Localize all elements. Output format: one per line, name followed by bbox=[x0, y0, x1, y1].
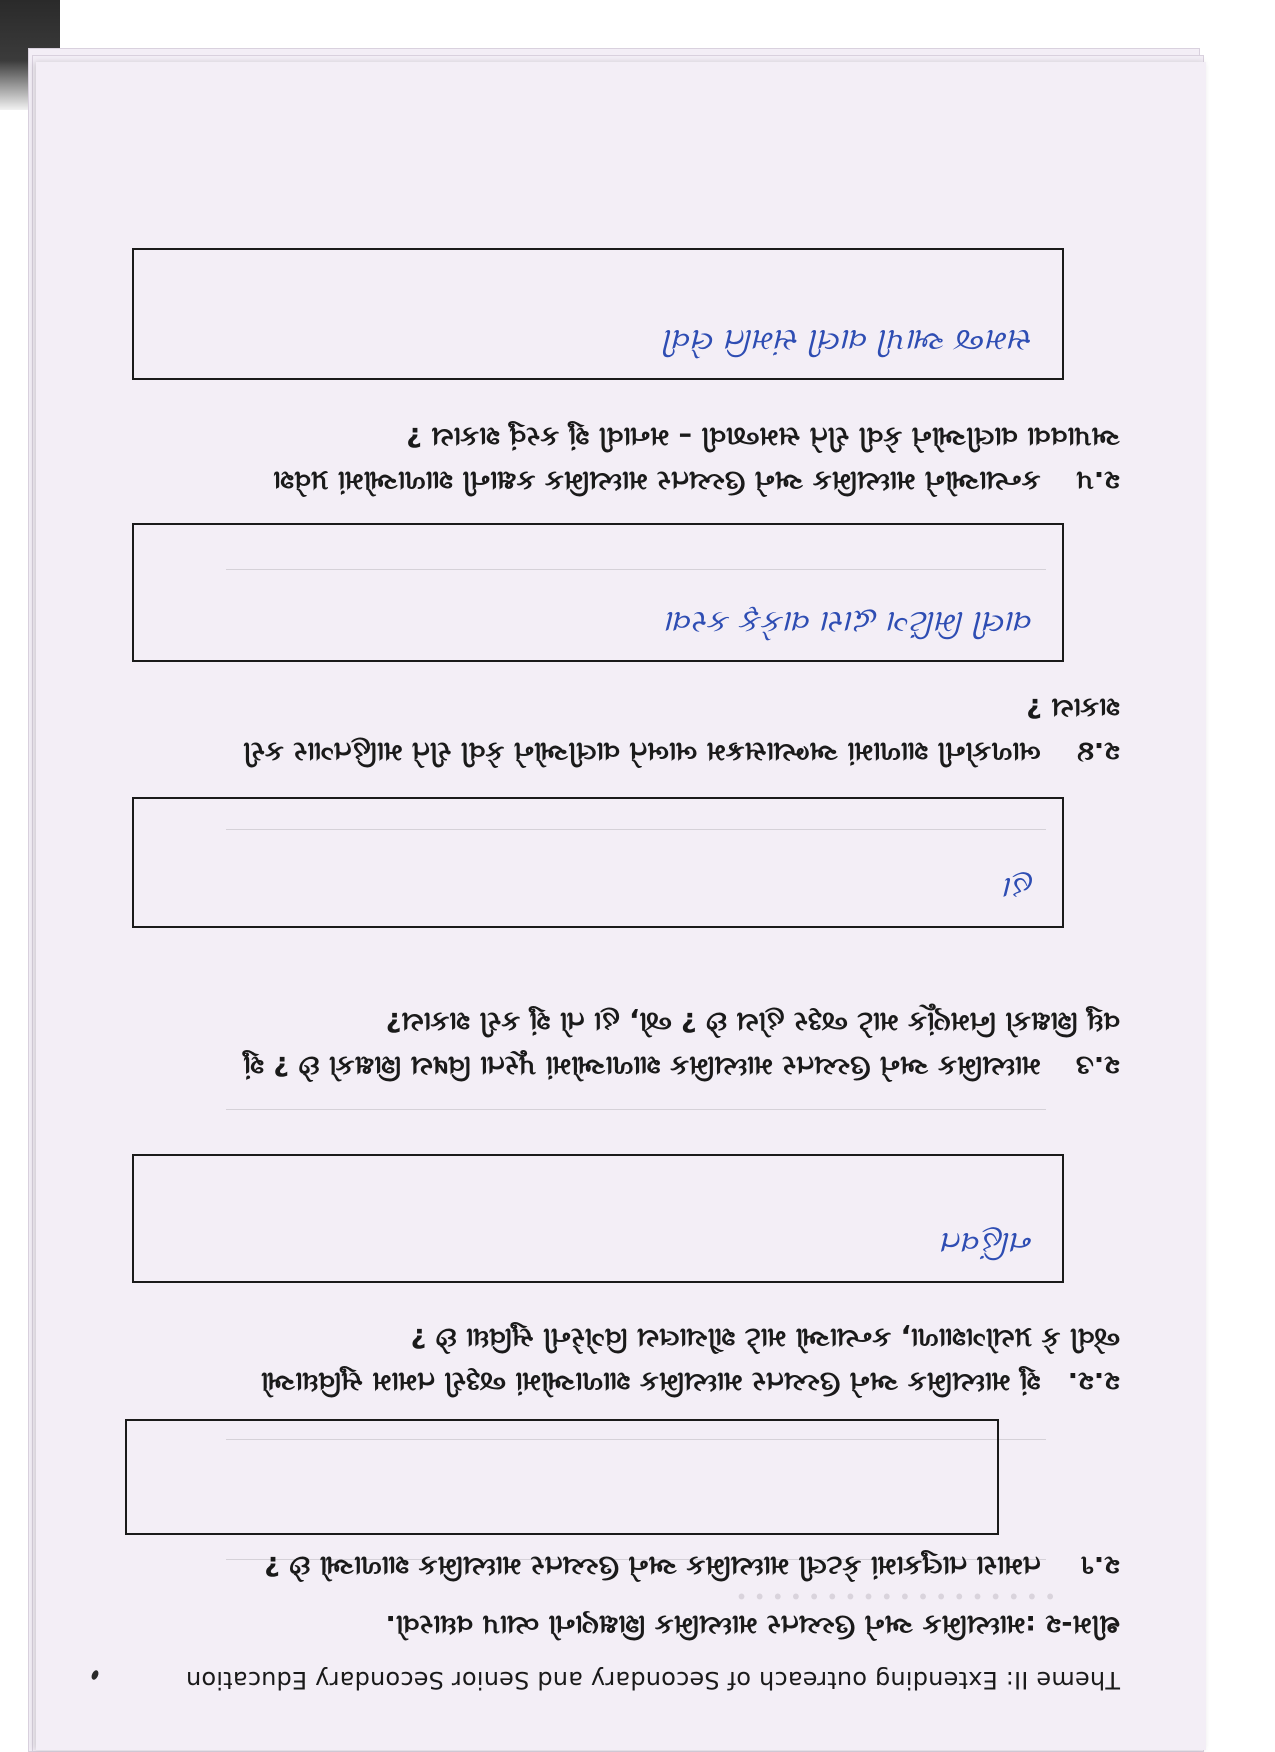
question-number: ૨.૨. bbox=[1067, 1366, 1120, 1397]
question-text: માધ્યમિક અને ઉચ્ચતર માધ્યમિક શાળાઓમાં પૂરતા વિષય શિક્ષકો છે ? શું વધુ શિક્ષકો નિમણૂંક માટે જરૂર હોય છે ? જો, હા તો શું કરી શકાય? bbox=[243, 1006, 1120, 1081]
answer-text-handwritten: વાલી મિટિંગ દ્વારા વાકેફ કરવા bbox=[666, 604, 1034, 640]
show-through-text: • • • • • • • • • • • • • • • • • • bbox=[735, 1584, 1056, 1608]
question-2-5 bbox=[220, 414, 1120, 502]
question-text: શું માધ્યમિક અને ઉચ્ચતર માધ્યમિક શાળાઓમાં જરૂરી તમામ સુવિધાઓ જેવી કે પ્રયોગશાળા, કન્યાઓ માટે શૌચાલય વિગેરેની સુવિધા છે ? bbox=[260, 1322, 1120, 1397]
document-content-upside-down bbox=[36, 62, 1206, 1750]
theme-title-gujarati: થીમ-૨ :માધ્યમિક અને ઉચ્ચતર માધ્યમિક શિક્ષણનો વ્યાપ વધારવો. bbox=[385, 1609, 1120, 1640]
answer-box-2-5[interactable] bbox=[132, 248, 1064, 380]
answer-text-handwritten: નહિંવત bbox=[941, 1225, 1034, 1261]
theme-title-english: Theme II: Extending outreach of Secondary and Senior Secondary Education bbox=[185, 1666, 1120, 1694]
question-number: ૨.૩ bbox=[1075, 1050, 1120, 1081]
answer-box-2-1[interactable] bbox=[125, 1419, 999, 1535]
show-through-line bbox=[226, 1109, 1046, 1110]
question-text: કન્યાઓને માધ્યમિક અને ઉચ્ચતર માધ્યમિક કક્ષાની શાળાઓમાં પ્રવેશ અપાવવા વાલીઓને કેવી રીતે સમજાવી – મનાવી શું કરવું શકાય ? bbox=[273, 421, 1120, 496]
answer-box-2-4[interactable] bbox=[132, 523, 1064, 662]
document-page bbox=[36, 62, 1206, 1750]
question-text: બાળકોની શાળામાં અભ્યાસક્રમ બાબતે વાલીઓને કેવી રીતે માહિતગાર કરી શકાય ? bbox=[243, 692, 1120, 767]
answer-text-handwritten: સમજ આપી વાલી સંમતિ લેવી bbox=[664, 322, 1034, 358]
question-2-1 bbox=[220, 1543, 1120, 1587]
question-number: ૨.૫ bbox=[1076, 465, 1120, 496]
question-number: ૨.૧ bbox=[1080, 1550, 1120, 1581]
question-number: ૨.૪ bbox=[1077, 736, 1120, 767]
question-2-2 bbox=[220, 1315, 1120, 1403]
answer-box-2-2[interactable] bbox=[132, 1154, 1064, 1283]
question-2-3 bbox=[220, 999, 1120, 1087]
question-2-4 bbox=[220, 685, 1120, 773]
question-text: તમારા તાલુકામાં કેટલી માધ્યમિક અને ઉચ્ચતર માધ્યમિક શાળાઓ છે ? bbox=[264, 1550, 1041, 1581]
answer-text-handwritten: હા bbox=[1004, 870, 1034, 906]
answer-box-2-3[interactable] bbox=[132, 797, 1064, 928]
